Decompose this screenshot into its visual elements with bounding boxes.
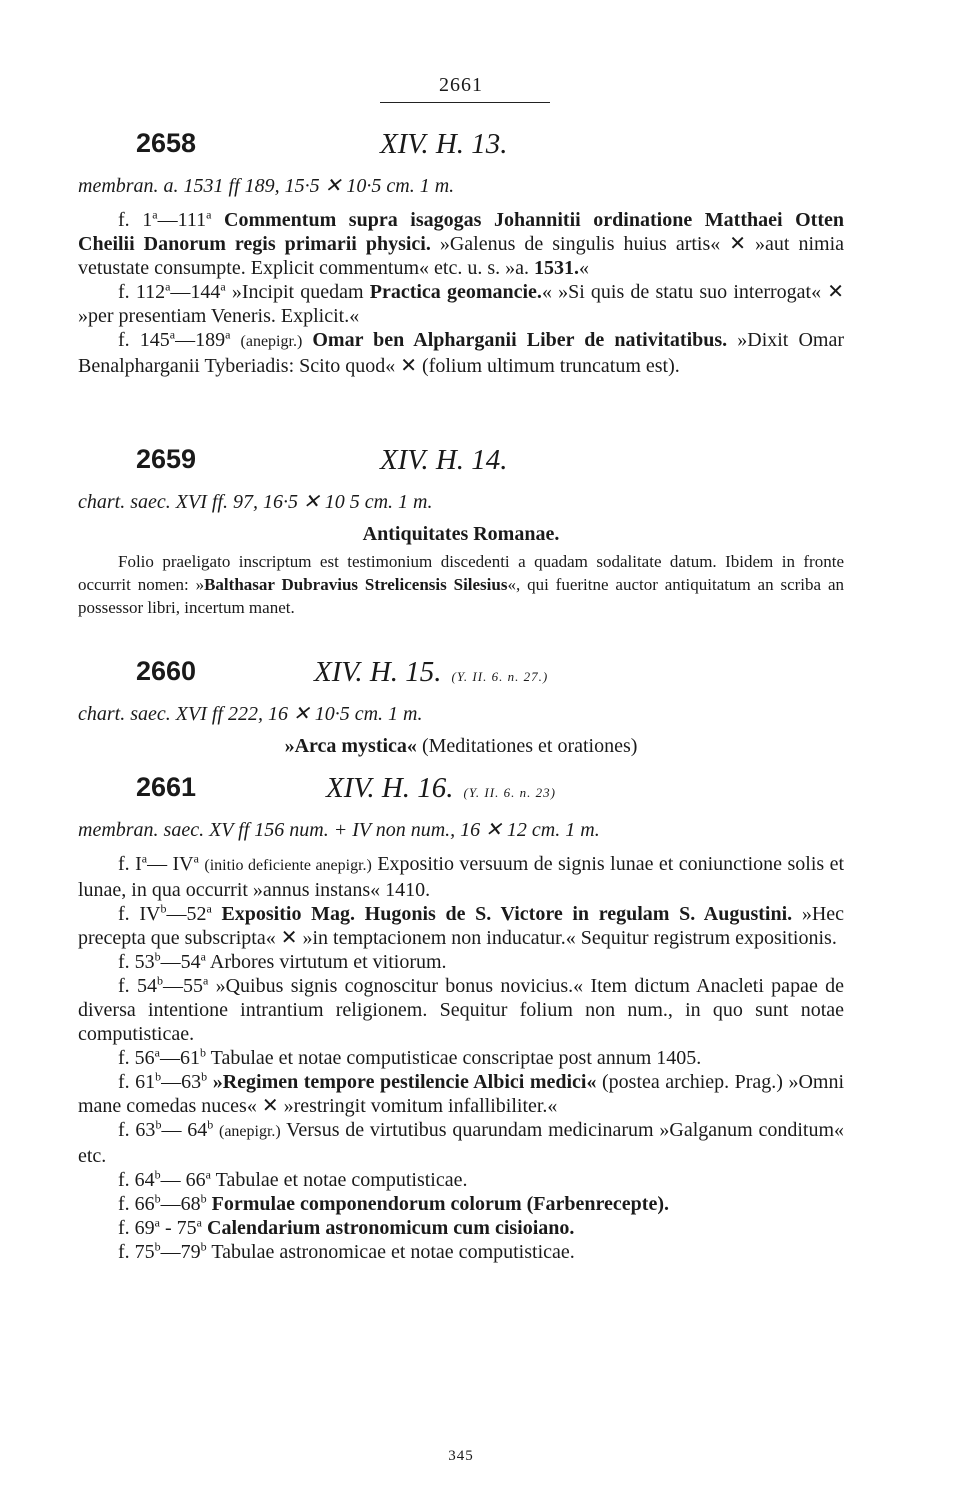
entry-description: Folio praeligato inscriptum est testimonium discedenti a quadam sodalitate datum. Ibidem in fronte occurrit nomen: »Balthasar Dubravius Strelicensis Silesius«, qui fueritne auctor antiquitatum an scriba an possessor libri, incertum manet.	[78, 552, 844, 617]
shelfmark: XIV. H. 14.	[380, 444, 508, 476]
entry-heading	[78, 444, 844, 488]
folio-paragraph: f. 54$^b$—55$^a$ »Quibus signis cognoscitur bonus novicius.« Item dictum Anacleti papae de diversa intentione intrantium religionem. Sequitur folium non num., in quo sunt notae computisticae.	[78, 973, 844, 1045]
entry-number: 2658	[136, 128, 197, 158]
entry-2661	[78, 772, 844, 1264]
entry-meta: chart. saec. XVI ff. 97, 16·5 ✕ 10 5 cm. 1 m.	[78, 491, 433, 513]
footer-page-number: 345	[448, 1448, 474, 1464]
entry-2660	[78, 656, 844, 758]
folio-paragraph: f. 63$^b$— 64$^b$ (anepigr.) Versus de virtutibus quarundam medicinarum »Galganum conditum« etc.	[78, 1117, 845, 1167]
shelfmark: XIV. H. 13.	[380, 128, 508, 160]
folio-paragraph: f. 53$^b$—54$^a$ Arbores virtutum et vitiorum.	[118, 949, 447, 973]
folio-paragraph: f. 145$^a$—189$^a$ (anepigr.) Omar ben Alpharganii Liber de nativitatibus. »Dixit Omar Benalpharganii Tyberiadis: Scito quod« ✕ (folium ultimum truncatum est).	[78, 327, 844, 377]
entry-number: 2661	[136, 772, 197, 802]
entry-description	[78, 208, 844, 378]
entry-number: 2659	[136, 444, 197, 474]
document-page	[78, 0, 844, 1487]
entry-title: Antiquitates Romanae.	[362, 523, 560, 545]
folio-paragraph: f. 66$^b$—68$^b$ Formulae componendorum colorum (Farbenrecepte).	[118, 1191, 669, 1215]
folio-paragraph: f. $I^a—$ $IV^a$ (initio deficiente anepigr.) Expositio versuum de signis lunae et coniunctione solis et lunae, in qua occurrit »annus instans« 1410.	[78, 851, 845, 901]
entry-heading	[78, 128, 844, 172]
folio-paragraph: f. 61$^b$—63$^b$ »Regimen tempore pestilencie Albici medici« (postea archiep. Prag.) »Omni mane comedas nuces« ✕ »restringit vomitum infallibiliter.«	[78, 1069, 845, 1117]
folio-paragraph: f. 75$^b$—79$^b$ Tabulae astronomicae et notae computisticae.	[118, 1239, 575, 1263]
entry-heading	[78, 772, 844, 816]
folio-paragraph: f. 112$^a$—144$^a$ »Incipit quedam Practica geomancie.« »Si quis de statu suo interrogat« ✕ »per presentiam Veneris. Explicit.«	[78, 279, 844, 327]
shelfmark: XIV. H. 15. (Y. II. 6. n. 27.)	[314, 656, 549, 688]
entry-number: 2660	[136, 656, 197, 686]
entry-title: »Arca mystica« (Meditationes et orationes)	[284, 735, 638, 757]
header-rule	[380, 102, 550, 103]
folio-paragraph: f. $IV^b—52^a$ Expositio Mag. Hugonis de S. Victore in regulam S. Augustini. »Hec precepta que subscripta« ✕ »in temptacionem non inducatur.« Sequitur registrum expositionis.	[78, 901, 845, 949]
shelfmark: XIV. H. 16. (Y. II. 6. n. 23)	[326, 772, 556, 804]
folio-paragraph: f. 56$^a$—61$^b$ Tabulae et notae computisticae conscriptae post annum 1405.	[118, 1045, 702, 1069]
entry-meta: chart. saec. XVI ff 222, 16 ✕ 10·5 cm. 1 m.	[78, 703, 423, 725]
entry-meta: membran. saec. XV ff 156 num. + IV non num., 16 ✕ 12 cm. 1 m.	[78, 819, 600, 841]
entry-meta: membran. a. 1531 ff 189, 15·5 ✕ 10·5 cm. 1 m.	[78, 175, 455, 197]
folio-paragraph: f. 1$^a$—111$^a$ Commentum supra isagogas Johannitii ordinatione Matthaei Otten Cheilii Danorum regis primarii physici. »Galenus de singulis huius artis« ✕ »aut nimia vetustate consumpte. Explicit commentum« etc. u. s. »a. 1531.«	[78, 207, 845, 279]
folio-paragraph: f. 69$^a$ - 75$^a$ Calendarium astronomicum cum cisioiano.	[118, 1215, 575, 1239]
page-number: 2661	[439, 74, 483, 96]
old-shelfmark: (Y. II. 6. n. 27.)	[451, 669, 549, 684]
entry-heading	[78, 656, 844, 700]
entry-description	[78, 852, 844, 1264]
folio-paragraph: f. 64$^b$— 66$^a$ Tabulae et notae computisticae.	[118, 1167, 468, 1191]
entry-2658	[78, 128, 844, 378]
entry-2659	[78, 444, 844, 619]
old-shelfmark: (Y. II. 6. n. 23)	[463, 785, 556, 800]
